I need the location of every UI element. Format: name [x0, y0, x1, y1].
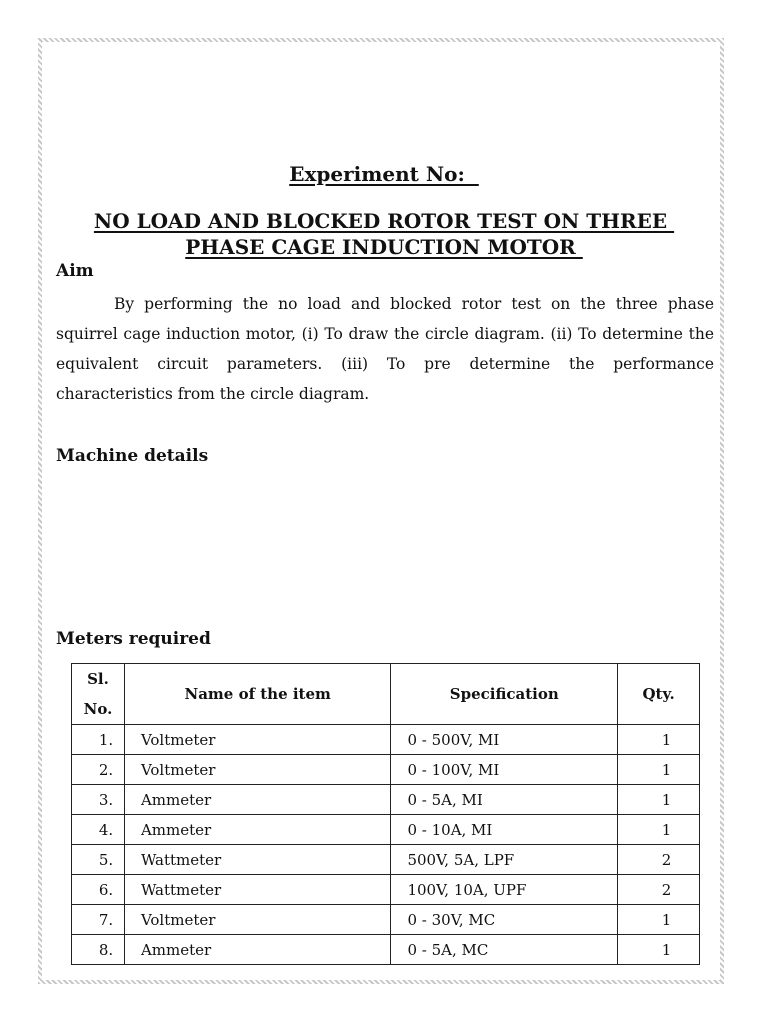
- cell-item-name: Ammeter: [124, 785, 391, 815]
- table-row: [72, 935, 700, 965]
- machine-details-heading: Machine details: [56, 446, 209, 466]
- cell-qty: 1: [618, 905, 700, 935]
- table-header-row: [72, 664, 700, 725]
- cell-item-name: Voltmeter: [124, 755, 391, 785]
- experiment-title: [0, 162, 768, 186]
- cell-sl-no: 8.: [72, 935, 125, 965]
- meters-table-body: [72, 725, 700, 965]
- cell-item-name: Voltmeter: [124, 905, 391, 935]
- aim-text: By performing the no load and blocked rotor test on the three phase squirrel cage induction motor, (i) To draw the circle diagram. (ii) To determine the equivalent circuit parameters. (iii) To pre determine the performance characteristics from the circle diagram.: [56, 295, 714, 403]
- aim-heading: Aim: [56, 261, 94, 281]
- cell-qty: 1: [618, 725, 700, 755]
- cell-specification: 0 - 5A, MC: [391, 935, 618, 965]
- cell-qty: 2: [618, 845, 700, 875]
- cell-specification: 0 - 5A, MI: [391, 785, 618, 815]
- main-title-line-2: PHASE CAGE INDUCTION MOTOR: [185, 235, 583, 259]
- table-row: [72, 905, 700, 935]
- cell-sl-no: 3.: [72, 785, 125, 815]
- table-row: [72, 725, 700, 755]
- table-row: [72, 755, 700, 785]
- cell-specification: 0 - 500V, MI: [391, 725, 618, 755]
- cell-item-name: Ammeter: [124, 935, 391, 965]
- cell-item-name: Ammeter: [124, 815, 391, 845]
- cell-sl-no: 5.: [72, 845, 125, 875]
- cell-specification: 500V, 5A, LPF: [391, 845, 618, 875]
- cell-qty: 2: [618, 875, 700, 905]
- cell-qty: 1: [618, 935, 700, 965]
- table-row: [72, 875, 700, 905]
- table-row: [72, 845, 700, 875]
- experiment-title-text: Experiment No:: [289, 162, 479, 186]
- cell-sl-no: 6.: [72, 875, 125, 905]
- main-title-line-1: NO LOAD AND BLOCKED ROTOR TEST ON THREE: [93, 209, 675, 233]
- cell-qty: 1: [618, 755, 700, 785]
- cell-qty: 1: [618, 815, 700, 845]
- cell-specification: 0 - 10A, MI: [391, 815, 618, 845]
- cell-sl-no: 2.: [72, 755, 125, 785]
- cell-specification: 0 - 30V, MC: [391, 905, 618, 935]
- table-row: [72, 785, 700, 815]
- table-row: [72, 815, 700, 845]
- column-header-specification: Specification: [391, 664, 618, 725]
- main-title: [0, 208, 768, 260]
- cell-item-name: Voltmeter: [124, 725, 391, 755]
- cell-item-name: Wattmeter: [124, 875, 391, 905]
- cell-specification: 100V, 10A, UPF: [391, 875, 618, 905]
- cell-sl-no: 1.: [72, 725, 125, 755]
- cell-qty: 1: [618, 785, 700, 815]
- column-header-name: Name of the item: [124, 664, 391, 725]
- cell-specification: 0 - 100V, MI: [391, 755, 618, 785]
- meters-table: [71, 663, 700, 965]
- column-header-sl-no: Sl. No.: [72, 664, 125, 725]
- meters-required-heading: Meters required: [56, 629, 211, 649]
- cell-sl-no: 4.: [72, 815, 125, 845]
- column-header-qty: Qty.: [618, 664, 700, 725]
- cell-item-name: Wattmeter: [124, 845, 391, 875]
- cell-sl-no: 7.: [72, 905, 125, 935]
